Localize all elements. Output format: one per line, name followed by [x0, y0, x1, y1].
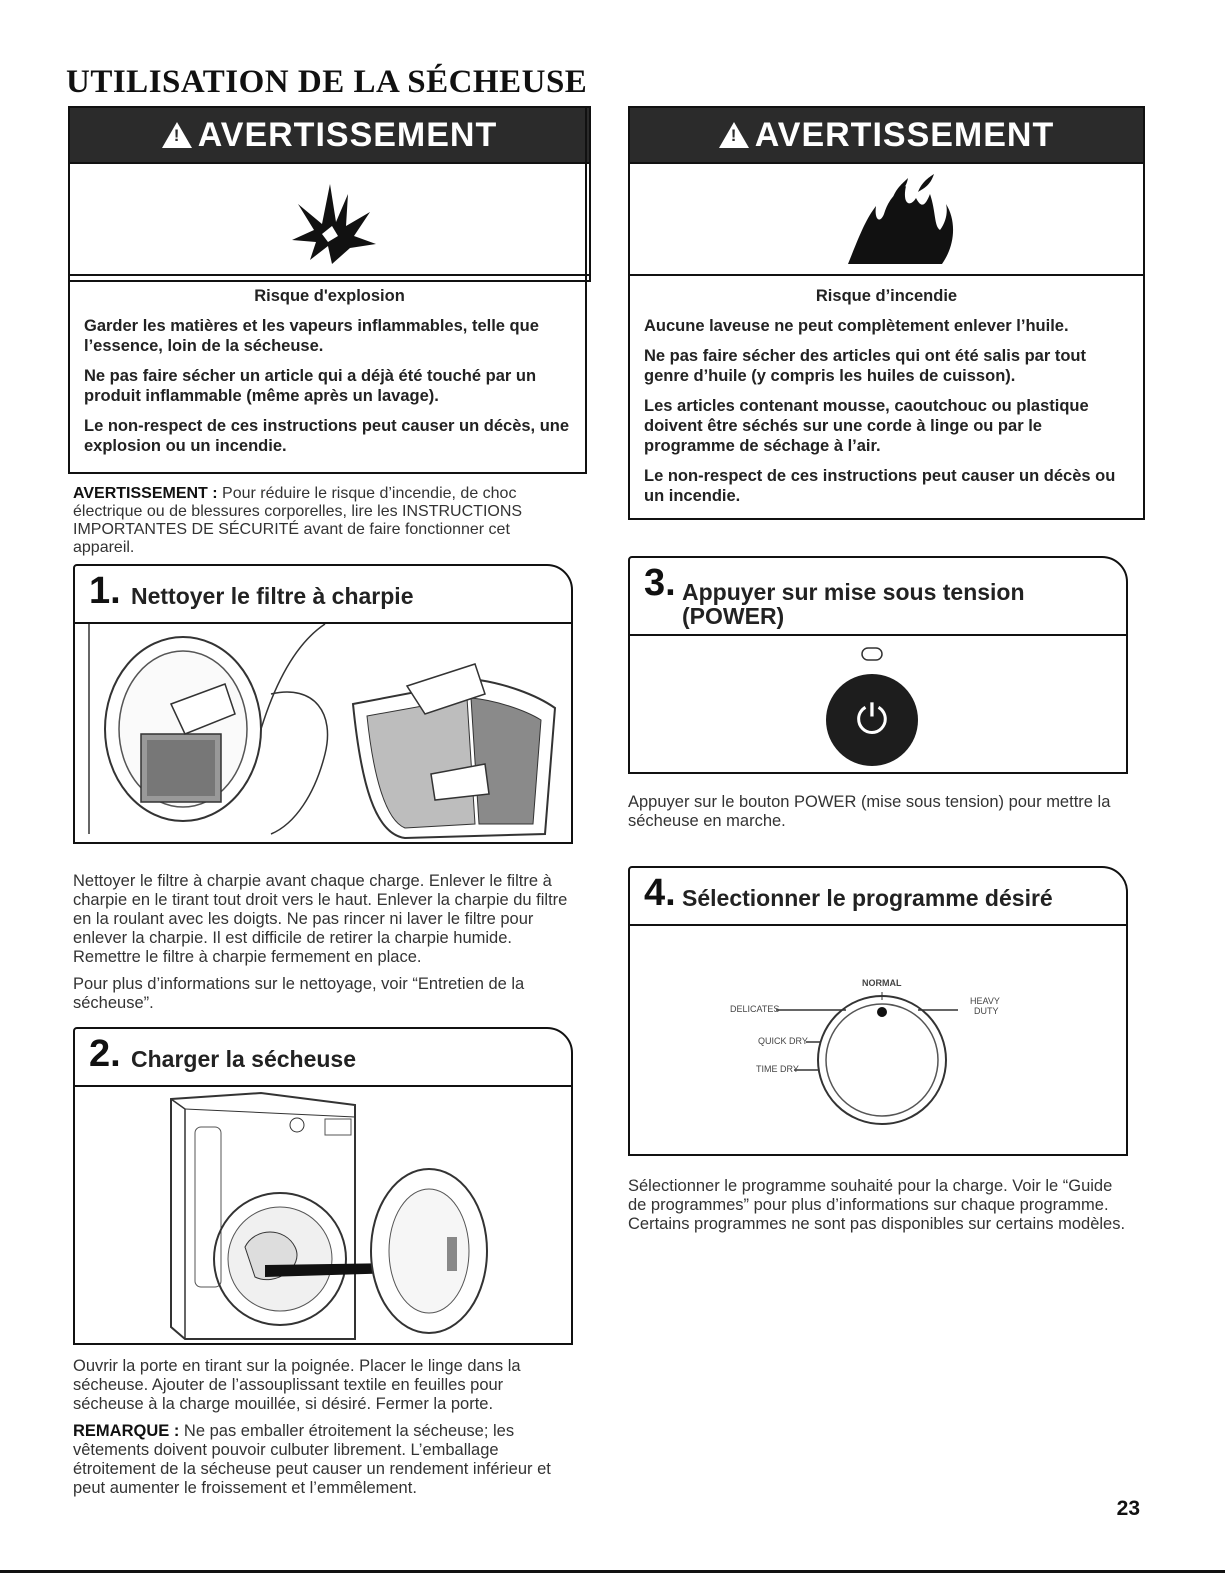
dial-label-quick-dry: QUICK DRY [758, 1036, 808, 1046]
step-title: Charger la sécheuse [131, 1046, 357, 1072]
paragraph: Pour plus d’informations sur le nettoyage, voir “Entretien de la sécheuse”. [73, 975, 525, 1012]
warning-header-label: AVERTISSEMENT [197, 116, 498, 154]
remark [73, 1422, 578, 1498]
paragraph: Appuyer sur le bouton POWER (mise sous tension) pour mettre la sécheuse en marche. [628, 793, 1111, 830]
dial-label-normal: NORMAL [862, 978, 902, 988]
step-header [75, 566, 571, 624]
warning-box-fire [628, 106, 1145, 520]
step-header [630, 558, 1126, 636]
warning-header-label: AVERTISSEMENT [754, 116, 1055, 154]
warning-header [70, 108, 589, 164]
lint-filter-illustration [75, 624, 571, 844]
step-1-box [73, 564, 573, 844]
step-header [630, 868, 1126, 926]
warning-box-explosion [68, 106, 591, 455]
warning-line: Les articles contenant mousse, caoutchouc ou plastique doivent être séchés sur une corde à linge ou par le programme de séchage à l’air. [644, 397, 1089, 455]
bottom-rule [0, 1570, 1225, 1573]
power-illustration [630, 636, 1126, 774]
warning-line: Le non-respect de ces instructions peut causer un décès ou un incendie. [644, 467, 1116, 505]
warning-text [630, 276, 1143, 506]
warning-triangle-icon [719, 122, 749, 148]
load-dryer-illustration [75, 1087, 571, 1345]
step-1-text [73, 872, 578, 1021]
warning-line: Aucune laveuse ne peut complètement enlever l’huile. [644, 317, 1069, 335]
warning-line: Ne pas faire sécher un article qui a déjà été touché par un produit inflammable (même après un lavage). [84, 367, 537, 405]
step-number: 1. [89, 570, 121, 612]
power-icon[interactable]: ⏻ [856, 697, 888, 743]
step-number: 4. [644, 872, 676, 914]
step-number: 2. [89, 1033, 121, 1075]
safety-note-text: Pour réduire le risque d’incendie, de choc électrique ou de blessures corporelles, lire les INSTRUCTIONS IMPORTANTES DE SÉCURITÉ avant de faire fonctionner cet appareil. [73, 485, 523, 556]
step-header [75, 1029, 571, 1087]
page-number: 23 [1116, 1497, 1140, 1520]
remark-label: REMARQUE : [73, 1422, 180, 1440]
safety-note-label: AVERTISSEMENT : [73, 485, 218, 502]
dial-label-duty: DUTY [974, 1006, 999, 1016]
fire-icon [630, 164, 1143, 276]
paragraph: Sélectionner le programme souhaité pour la charge. Voir le “Guide de programmes” pour plus d’informations sur chaque programme. Certains programmes ne sont pas disponibles sur certains modèles. [628, 1177, 1126, 1233]
paragraph: Nettoyer le filtre à charpie avant chaque charge. Enlever le filtre à charpie en le tirant tout droit vers le haut. Enlever la charpie du filtre en la roulant avec les doigts. Ne pas rincer ni laver le filtre pour enlever la charpie. Il est difficile de retirer la charpie humide. Remettre le filtre à charpie fermement en place. [73, 872, 568, 966]
step-title: Nettoyer le filtre à charpie [131, 583, 414, 609]
step-title-line: Appuyer sur mise sous tension [682, 579, 1025, 605]
warning-subtitle: Risque d’incendie [815, 287, 958, 305]
step-4-box [628, 866, 1128, 1156]
warning-text [70, 276, 589, 456]
warning-header [630, 108, 1143, 164]
step-3-text [628, 793, 1133, 839]
cycle-dial-illustration [630, 926, 1126, 1156]
warning-triangle-icon [162, 122, 192, 148]
dial-label-heavy: HEAVY [970, 996, 1000, 1006]
step-title-line: (POWER) [682, 603, 785, 629]
step-3-box [628, 556, 1128, 774]
explosion-icon [70, 164, 589, 276]
step-title: Sélectionner le programme désiré [682, 885, 1053, 911]
step-title [682, 580, 1025, 628]
warning-line: Ne pas faire sécher des articles qui ont été salis par tout genre d’huile (y compris les huiles de cuisson). [644, 347, 1086, 385]
warning-line: Le non-respect de ces instructions peut causer un décès, une explosion ou un incendie. [84, 417, 570, 455]
paragraph: Ouvrir la porte en tirant sur la poignée. Placer le linge dans la sécheuse. Ajouter de l’assouplissant textile en feuilles pour sécheuse à la charge mouillée, si désiré. Fermer la porte. [73, 1357, 521, 1413]
page-title: UTILISATION DE LA SÉCHEUSE [66, 64, 588, 100]
step-2-text [73, 1357, 578, 1506]
step-4-text [628, 1177, 1133, 1242]
warning-line: Garder les matières et les vapeurs inflammables, telle que l’essence, loin de la sécheuse. [84, 317, 539, 355]
step-2-box [73, 1027, 573, 1345]
warning-subtitle: Risque d'explosion [254, 287, 405, 305]
dial-label-time-dry: TIME DRY [756, 1064, 799, 1074]
dial-label-delicates: DELICATES [730, 1004, 780, 1014]
step-number: 3. [644, 562, 676, 604]
remark-text: Ne pas emballer étroitement la sécheuse; les vêtements doivent pouvoir culbuter librement. L’emballage étroitement de la sécheuse peut causer un rendement inférieur et peut aumenter le froissement et l’emmêlement. [73, 1422, 551, 1497]
safety-note [73, 485, 573, 557]
